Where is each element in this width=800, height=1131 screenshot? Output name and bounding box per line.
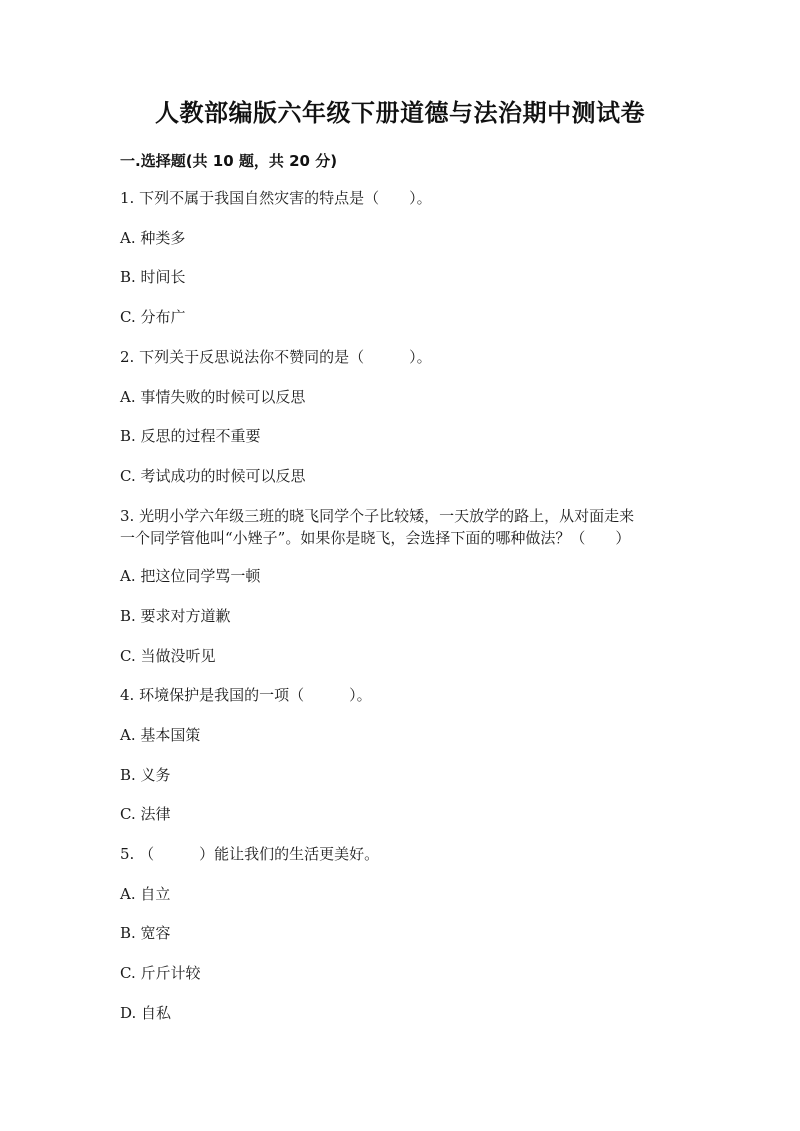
question-1-option-b: B. 时间长 (120, 268, 186, 286)
question-3-stem-line-1: 3. 光明小学六年级三班的晓飞同学个子比较矮，一天放学的路上，从对面走来 (120, 507, 635, 525)
question-2-option-c: C. 考试成功的时候可以反思 (120, 467, 306, 485)
question-5-option-a: A. 自立 (120, 885, 171, 903)
section-heading: 一.选择题(共 10 题，共 20 分) (120, 152, 338, 170)
question-3-stem-line-2: 一个同学管他叫“小矬子”。如果你是晓飞，会选择下面的哪种做法？（ ） (120, 529, 631, 547)
question-3-option-a: A. 把这位同学骂一顿 (120, 567, 261, 585)
question-4-option-b: B. 义务 (120, 766, 171, 784)
page-title: 人教部编版六年级下册道德与法治期中测试卷 (155, 99, 645, 127)
question-1-option-c: C. 分布广 (120, 308, 186, 326)
question-5-option-c: C. 斤斤计较 (120, 964, 201, 982)
question-5-option-d: D. 自私 (120, 1004, 172, 1022)
question-2-stem: 2. 下列关于反思说法你不赞同的是（ ）。 (120, 348, 432, 366)
question-3-option-c: C. 当做没听见 (120, 647, 216, 665)
question-2-option-b: B. 反思的过程不重要 (120, 427, 261, 445)
question-2-option-a: A. 事情失败的时候可以反思 (120, 388, 306, 406)
question-5-option-b: B. 宽容 (120, 924, 171, 942)
question-1-stem: 1. 下列不属于我国自然灾害的特点是（ ）。 (120, 189, 432, 207)
question-5-stem: 5. （ ）能让我们的生活更美好。 (120, 845, 380, 863)
question-4-option-a: A. 基本国策 (120, 726, 201, 744)
question-4-stem: 4. 环境保护是我国的一项（ ）。 (120, 686, 372, 704)
question-3-option-b: B. 要求对方道歉 (120, 607, 231, 625)
question-4-option-c: C. 法律 (120, 805, 171, 823)
question-1-option-a: A. 种类多 (120, 229, 186, 247)
